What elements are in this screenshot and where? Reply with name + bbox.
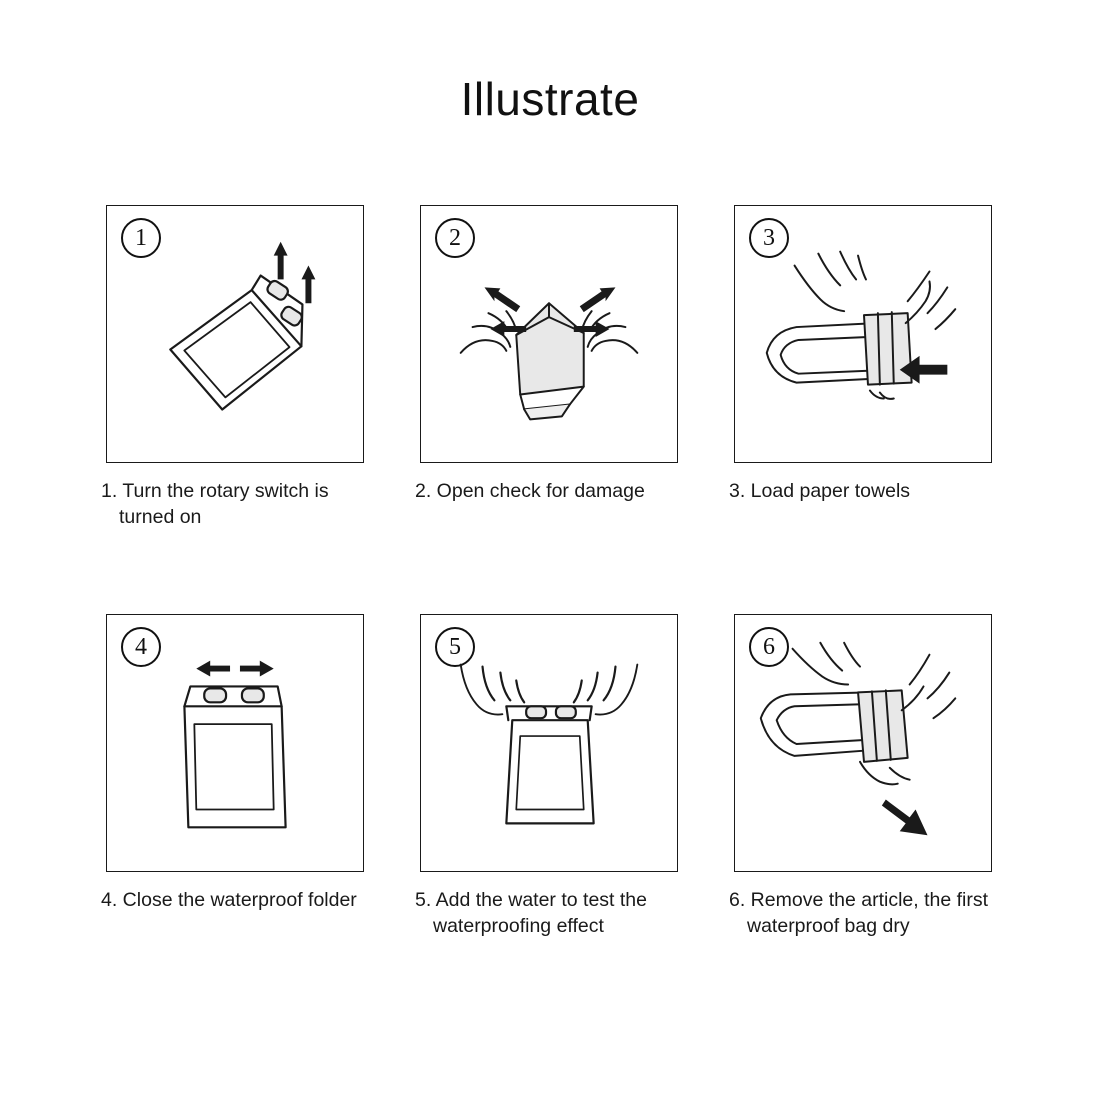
step-number-badge-5: 5: [435, 627, 475, 667]
step-number-badge-1: 1: [121, 218, 161, 258]
load-paper-towels-illustration: [735, 206, 991, 462]
remove-article-dry-bag-illustration: [735, 615, 991, 871]
step-caption-4: 4. Close the waterproof folder: [101, 889, 357, 912]
step-caption-2: 2. Open check for damage: [415, 480, 645, 502]
step-number-badge-2: 2: [435, 218, 475, 258]
step-caption-3: 3. Load paper towels: [729, 480, 911, 502]
step-number-badge-6: 6: [749, 627, 789, 667]
water-test-illustration: [421, 615, 677, 871]
page-title: Illustrate: [460, 73, 640, 125]
step-cell-5: [392, 614, 706, 939]
step-caption-5: 5. Add the water to test the waterproofing effect: [415, 889, 647, 938]
step-caption-6: 6. Remove the article, the first waterproof bag dry: [729, 889, 989, 938]
step-cell-1: [78, 205, 392, 530]
steps-grid: [78, 205, 1022, 940]
step-panel-4: [106, 614, 364, 872]
close-waterproof-folder-illustration: [107, 615, 363, 871]
step-panel-3: [734, 205, 992, 463]
step-panel-6: [734, 614, 992, 872]
grid-row-separator: [78, 530, 1022, 614]
step-cell-4: [78, 614, 392, 939]
waterproof-bag-rotary-switch-illustration: [107, 206, 363, 462]
step-number-badge-4: 4: [121, 627, 161, 667]
step-panel-1: [106, 205, 364, 463]
step-cell-6: [706, 614, 1020, 939]
step-cell-3: [706, 205, 1020, 530]
step-number-badge-3: 3: [749, 218, 789, 258]
step-panel-5: [420, 614, 678, 872]
step-caption-1: 1. Turn the rotary switch is turned on: [101, 480, 329, 528]
step-panel-2: [420, 205, 678, 463]
step-cell-2: [392, 205, 706, 530]
open-bag-check-damage-illustration: [421, 206, 677, 462]
